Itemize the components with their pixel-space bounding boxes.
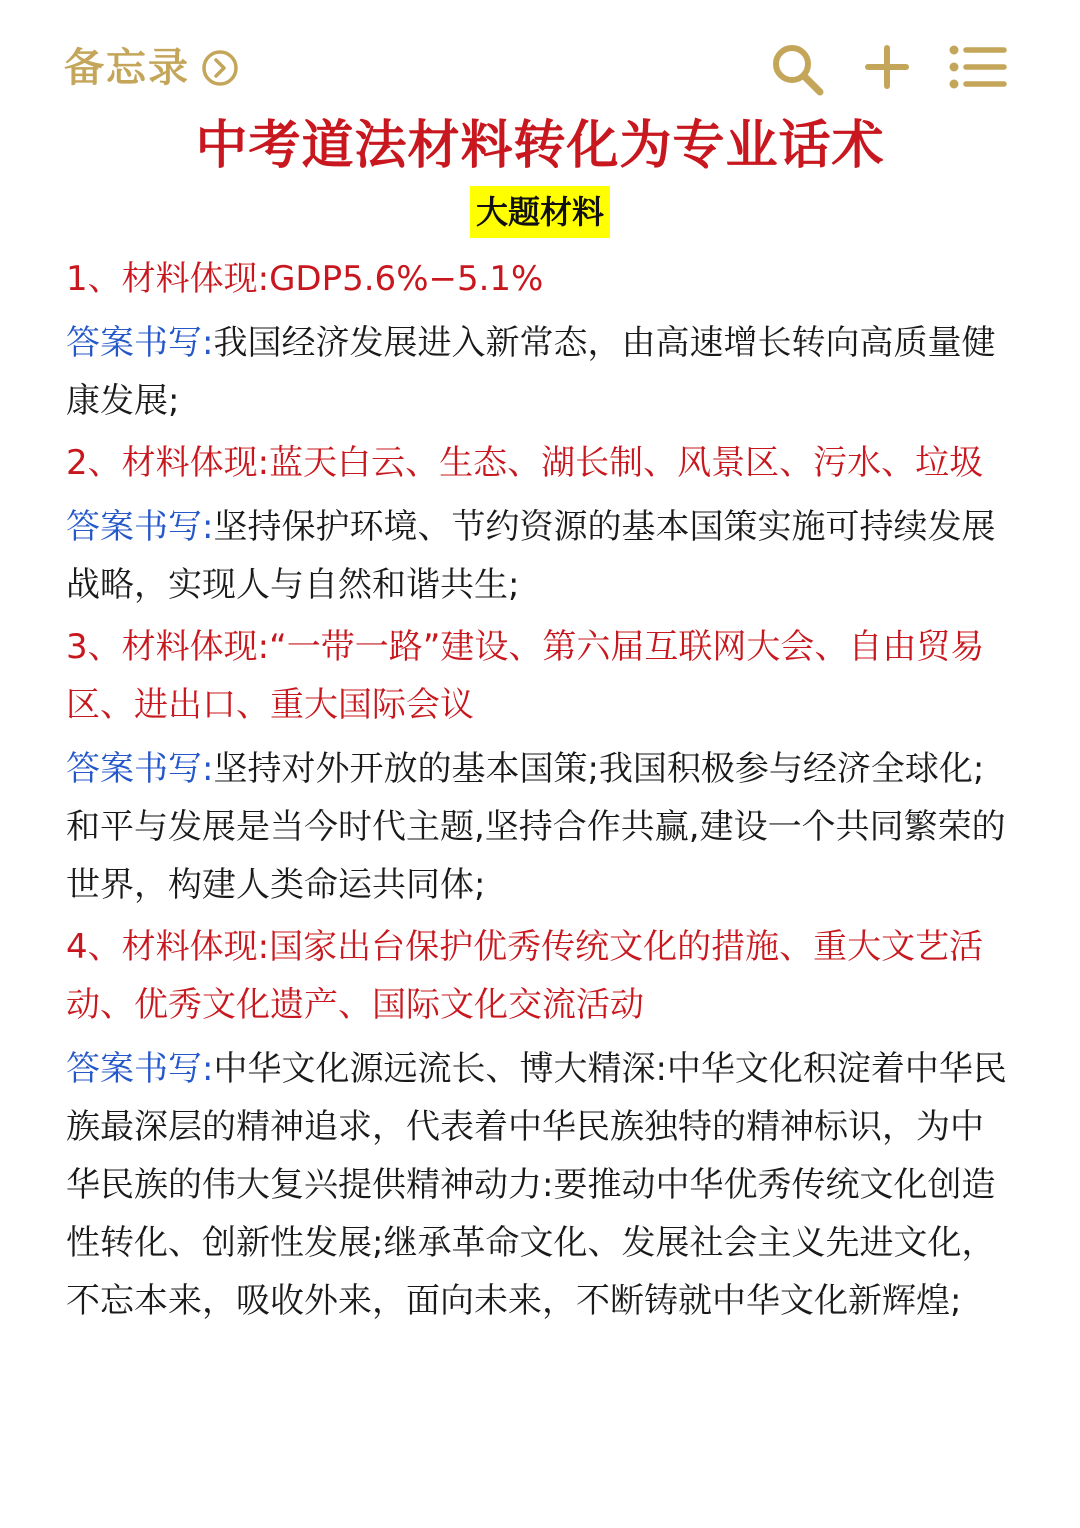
plus-icon[interactable] bbox=[860, 40, 914, 94]
item-answer-4 bbox=[66, 1040, 1016, 1330]
answer-label: 答案书写: bbox=[66, 323, 214, 363]
note-title: 中考道法材料转化为专业话术 bbox=[195, 116, 885, 176]
answer-text: 中华文化源远流长、博大精深:中华文化积淀着中华民族最深层的精神追求，代表着中华民族独特的精神标识，为中华民族的伟大复兴提供精神动力:要推动中华优秀传统文化创造性转化、创新性发展;继承革命文化、发展社会主义先进文化，不忘本来，吸收外来，面向未来，不断铸就中华文化新辉煌; bbox=[66, 1049, 1007, 1321]
answer-text: 坚持保护环境、节约资源的基本国策实施可持续发展战略，实现人与自然和谐共生; bbox=[66, 507, 996, 605]
subtitle-row bbox=[0, 186, 1080, 238]
item-title-1: 1、材料体现:GDP5.6%−5.1% bbox=[66, 259, 544, 299]
list-icon[interactable] bbox=[946, 40, 1008, 94]
item-answer-3 bbox=[66, 740, 1016, 914]
item-title-4: 4、材料体现:国家出台保护优秀传统文化的措施、重大文艺活动、优秀文化遗产、国际文化交流活动 bbox=[66, 927, 984, 1025]
note-body bbox=[66, 250, 1016, 1334]
top-toolbar bbox=[0, 0, 1080, 120]
answer-label: 答案书写: bbox=[66, 1049, 214, 1089]
answer-text: 坚持对外开放的基本国策;我国积极参与经济全球化;和平与发展是当今时代主题,坚持合作共赢,建设一个共同繁荣的世界，构建人类命运共同体; bbox=[66, 749, 1006, 905]
answer-label: 答案书写: bbox=[66, 507, 214, 547]
item-title-3: 3、材料体现:“一带一路”建设、第六届互联网大会、自由贸易区、进出口、重大国际会议 bbox=[66, 627, 985, 725]
item-title-2: 2、材料体现:蓝天白云、生态、湖长制、风景区、污水、垃圾 bbox=[66, 443, 984, 483]
chevron-right-circle-icon[interactable] bbox=[200, 48, 240, 88]
back-button[interactable]: 备忘录 bbox=[64, 45, 190, 91]
answer-label: 答案书写: bbox=[66, 749, 214, 789]
search-icon[interactable] bbox=[768, 40, 828, 100]
item-answer-1 bbox=[66, 314, 1016, 430]
answer-text: 我国经济发展进入新常态，由高速增长转向高质量健康发展; bbox=[66, 323, 996, 421]
item-answer-2 bbox=[66, 498, 1016, 614]
note-subtitle: 大题材料 bbox=[470, 186, 610, 238]
